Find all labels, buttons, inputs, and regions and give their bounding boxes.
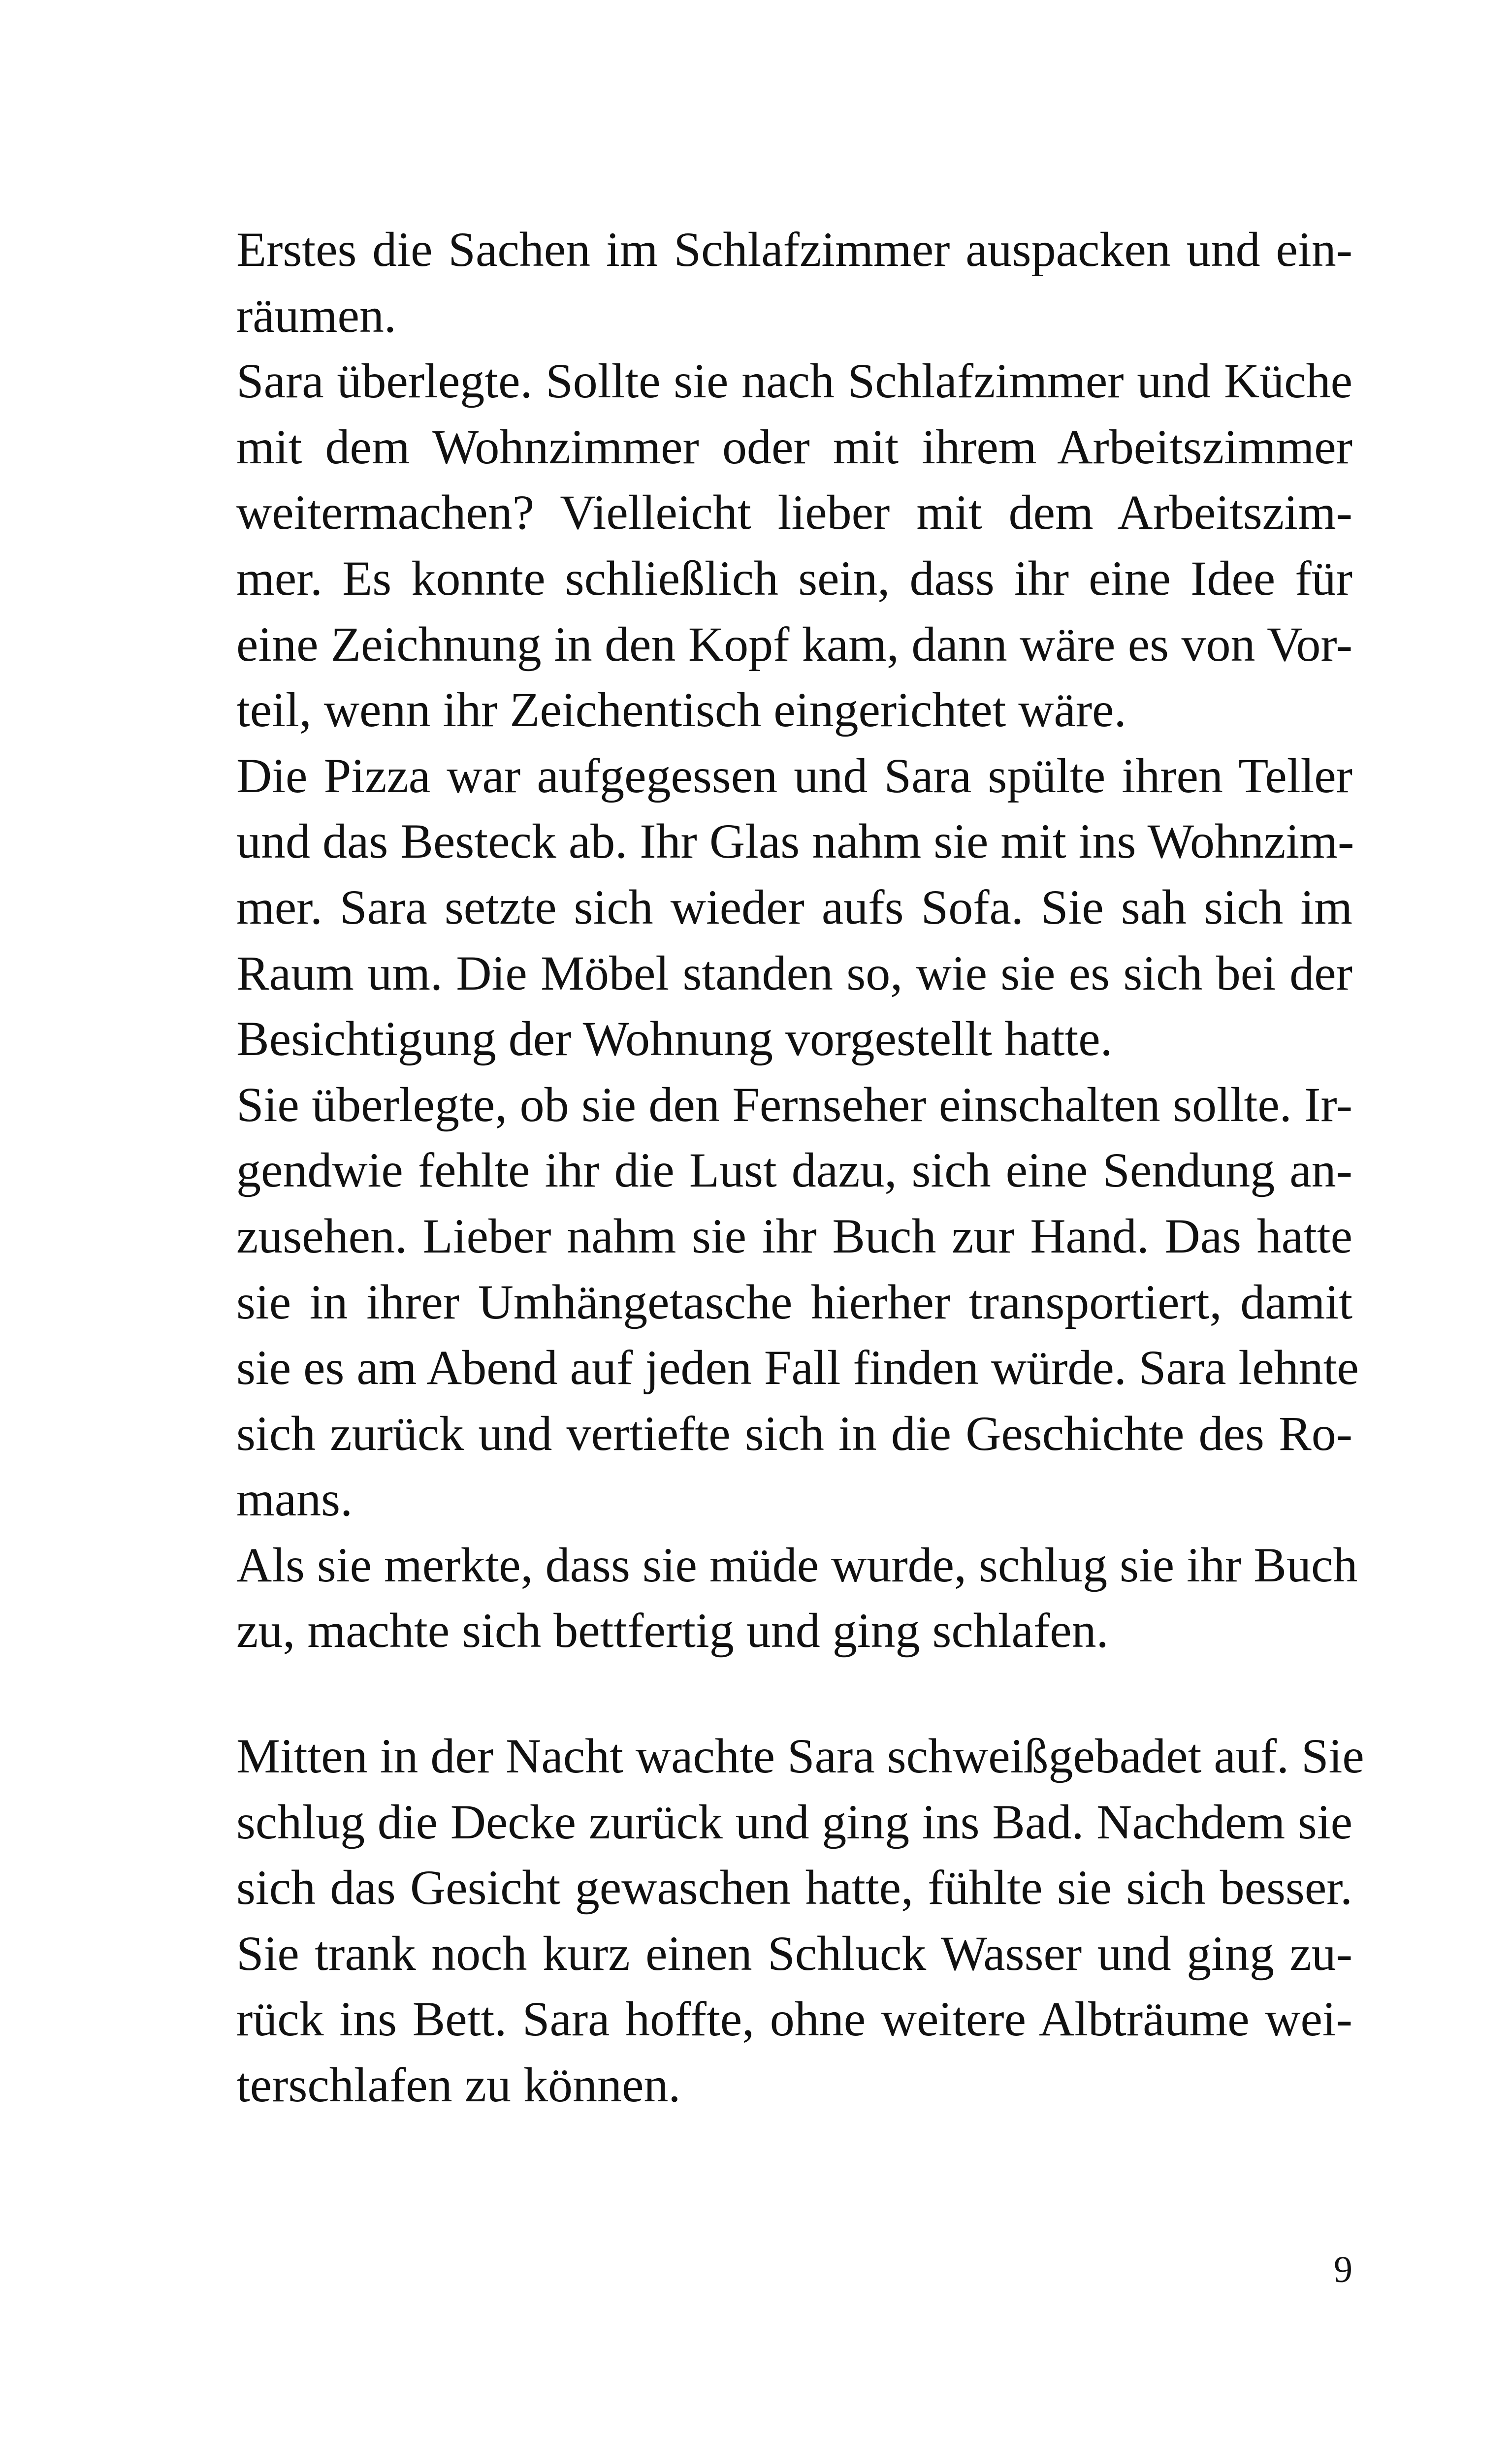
- text-line: Sie überlegte, ob sie den Fernseher einschalten sollte. Ir-: [236, 1077, 1352, 1132]
- text-line: eine Zeichnung in den Kopf kam, dann wäre es von Vor-: [236, 616, 1352, 672]
- paragraph: [236, 1072, 1359, 1532]
- text-line: terschlafen zu können.: [236, 2057, 681, 2112]
- text-line: sich zurück und vertiefte sich in die Geschichte des Ro-: [236, 1406, 1352, 1461]
- text-line: zusehen. Lieber nahm sie ihr Buch zur Hand. Das hatte: [236, 1208, 1352, 1263]
- paragraph: [236, 217, 1352, 348]
- text-line: Erstes die Sachen im Schlafzimmer auspacken und ein-: [236, 222, 1352, 277]
- text-line: mans.: [236, 1472, 353, 1527]
- text-line: Mitten in der Nacht wachte Sara schweißgebadet auf. Sie: [236, 1729, 1364, 1783]
- text-line: mer. Sara setzte sich wieder aufs Sofa. Sie sah sich im: [236, 879, 1352, 934]
- text-line: sich das Gesicht gewaschen hatte, fühlte sie sich besser.: [236, 1860, 1352, 1915]
- text-line: sie es am Abend auf jeden Fall finden würde. Sara lehnte: [236, 1340, 1359, 1395]
- text-line: mit dem Wohnzimmer oder mit ihrem Arbeitszimmer: [236, 419, 1352, 474]
- text-line: Als sie merkte, dass sie müde wurde, schlug sie ihr Buch: [236, 1537, 1358, 1592]
- text-line: mer. Es konnte schließlich sein, dass ihr eine Idee für: [236, 550, 1352, 606]
- text-section-top: [236, 217, 1359, 1664]
- paragraph: [236, 743, 1352, 1072]
- page-number: 9: [1334, 2249, 1352, 2290]
- text-line: Besichtigung der Wohnung vorgestellt hatte.: [236, 1011, 1113, 1066]
- text-line: zu, machte sich bettfertig und ging schlafen.: [236, 1603, 1109, 1658]
- text-line: räumen.: [236, 288, 396, 343]
- text-section-bottom: [236, 1723, 1364, 2118]
- text-line: Raum um. Die Möbel standen so, wie sie es sich bei der: [236, 945, 1352, 1000]
- text-line: teil, wenn ihr Zeichentisch eingerichtet wäre.: [236, 682, 1126, 738]
- paragraph: [236, 1723, 1364, 2118]
- text-line: gendwie fehlte ihr die Lust dazu, sich eine Sendung an-: [236, 1143, 1352, 1198]
- text-line: Sara überlegte. Sollte sie nach Schlafzimmer und Küche: [236, 354, 1352, 409]
- text-line: sie in ihrer Umhängetasche hierher transportiert, damit: [236, 1274, 1352, 1329]
- text-line: schlug die Decke zurück und ging ins Bad. Nachdem sie: [236, 1794, 1352, 1849]
- text-line: Die Pizza war aufgegessen und Sara spülte ihren Teller: [236, 748, 1352, 803]
- text-line: rück ins Bett. Sara hoffte, ohne weitere Albträume wei-: [236, 1992, 1352, 2047]
- text-line: und das Besteck ab. Ihr Glas nahm sie mit ins Wohnzim-: [236, 814, 1354, 869]
- text-line: Sie trank noch kurz einen Schluck Wasser und ging zu-: [236, 1926, 1352, 1981]
- text-line: weitermachen? Vielleicht lieber mit dem Arbeitszim-: [236, 485, 1352, 540]
- paragraph: [236, 348, 1352, 743]
- paragraph: [236, 1532, 1358, 1664]
